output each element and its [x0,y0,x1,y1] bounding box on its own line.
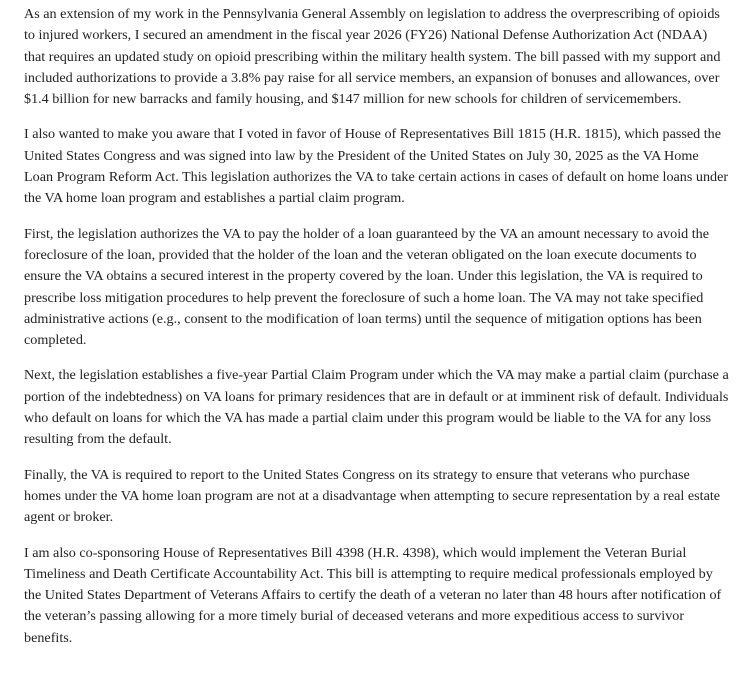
paragraph-hr-1815: I also wanted to make you aware that I voted in favor of House of Representatives Bill 1815 (H.R. 1815), which passed the United States Congress and was signed into law by the President of the United States on July 30, 2025 as the VA Home Loan Program Reform Act. This legislation authorizes the VA to take certain actions in cases of default on home loans under the VA home loan program and establishes a partial claim program. [24,126,729,207]
paragraph-hr-4398: I am also co-sponsoring House of Representatives Bill 4398 (H.R. 4398), which would implement the Veteran Burial Timeliness and Death Certificate Accountability Act. This bill is attempting to require medical professionals employed by the United States Department of Veterans Affairs to certify the death of a veteran no later than 48 hours after notification of the veteran’s passing allowing for a more timely burial of deceased veterans and more expeditious access to survivor benefits. [24,544,722,646]
paragraph-foreclosure-avoidance: First, the legislation authorizes the VA to pay the holder of a loan guaranteed by the VA an amount necessary to avoid the foreclosure of the loan, provided that the holder of the loan and the veteran obligated on the loan execute documents to ensure the VA obtains a secured interest in the property covered by the loan. Under this legislation, the VA is required to prescribe loss mitigation procedures to help prevent the foreclosure of such a home loan. The VA may not take specified administrative actions (e.g., consent to the modification of loan terms) until the sequence of mitigation options has been completed. [24,225,710,349]
paragraph-opioid-amendment: As an extension of my work in the Pennsylvania General Assembly on legislation to address the overprescribing of opioids to injured workers, I secured an amendment in the fiscal year 2026 (FY26) National Defense Authorization Act (NDAA) that requires an updated study on opioid prescribing within the military health system. The bill passed with my support and included authorizations to provide a 3.8% pay raise for all service members, an expansion of bonuses and allowances, over $1.4 billion for new barracks and family housing, and $147 million for new schools for children of servicemembers. [24,6,721,108]
paragraph-congress-report: Finally, the VA is required to report to the United States Congress on its strategy to ensure that veterans who purchase homes under the VA home loan program are not at a disadvantage when attempting to secure representation by a real estate agent or broker. [24,466,721,526]
paragraph-partial-claim-program: Next, the legislation establishes a five-year Partial Claim Program under which the VA may make a partial claim (purchase a portion of the indebtedness) on VA loans for primary residences that are in default or at imminent risk of default. Individuals who default on loans for which the VA has made a partial claim under this program would be liable to the VA for any loss resulting from the default. [24,367,729,448]
